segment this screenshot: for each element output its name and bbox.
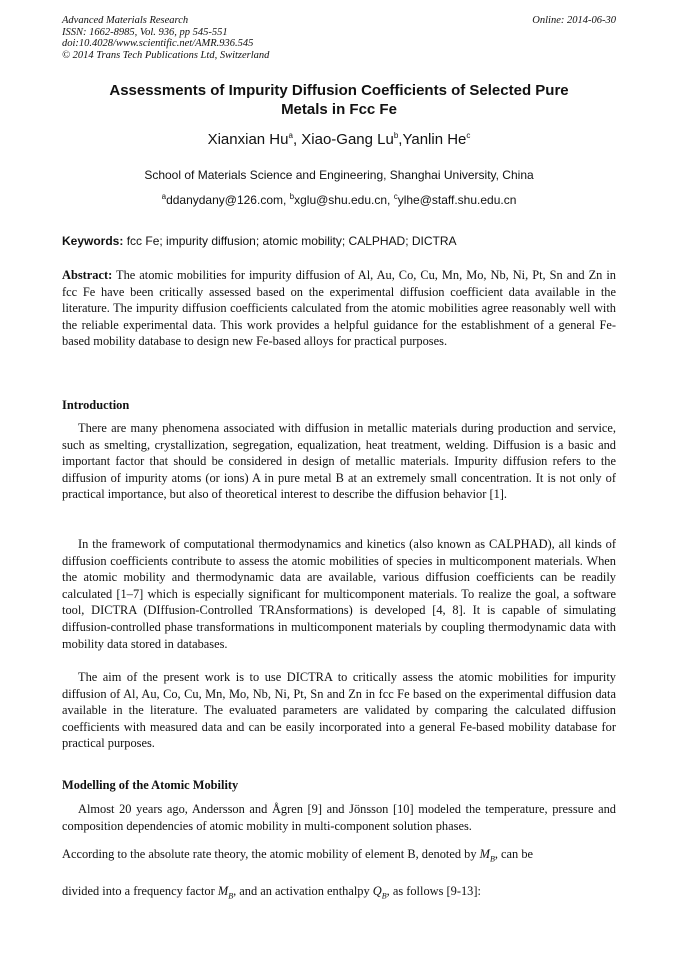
intro-paragraph-3: The aim of the present work is to use DICTRA to critically assess the atomic mobilities for impurity diffusion of Al, Au, Co, Cu, Mn, Mo, Nb, Ni, Pt, Sn and Zn in fcc Fe based on the experimental diffusion data available in the literature. The evaluated parameters are validated by comparing the calculated diffusion coefficients with measured data and can be easily incorporated into a general Fe-based mobility database for practical purposes. [62,670,616,751]
copyright-line: © 2014 Trans Tech Publications Ltd, Switzerland [62,49,270,61]
author-1: Xianxian Hu [207,131,289,148]
modelling-p3-text-c: , as follows [9-13]: [386,884,481,898]
email-3-mark: c [393,192,398,201]
email-2: xglu@shu.edu.cn, [294,193,394,207]
frequency-factor-symbol: M [217,884,229,898]
author-2-mark: b [393,131,399,140]
email-1-mark: a [161,192,167,201]
issn-line: ISSN: 1662-8985, Vol. 936, pp 545-551 [62,26,228,38]
enthalpy-subscript: B [381,891,387,901]
keywords-text: fcc Fe; impurity diffusion; atomic mobility; CALPHAD; DICTRA [123,234,457,248]
title-line-1: Assessments of Impurity Diffusion Coefficients of Selected Pure [109,82,569,99]
paper-title [62,81,616,119]
author-1-mark: a [288,131,293,140]
keywords [62,234,616,248]
journal-header [62,15,616,61]
author-2: , Xiao-Gang Lu [292,131,394,148]
abstract [62,267,616,350]
modelling-p2-text-b: , can be [494,847,534,861]
intro-paragraph-2: In the framework of computational thermodynamics and kinetics (also known as CALPHAD), all kinds of diffusion coefficients contribute to assess the atomic mobilities of species in multicomponent materials. When the atomic mobility and thermodynamic data are available, various diffusion coefficients can be readily calculated [1–7] which is especially significant for multicomponent materials. To realize the goal, a software tool, DICTRA (DIffusion-Controlled TRAnsformations) is developed [4, 8]. It is capable of simulating diffusion-controlled phase transformations in multicomponent materials by coupling thermodynamic data with mobility data stored in databases. [62,537,616,651]
email-list [62,193,616,207]
modelling-p2-text-a: According to the absolute rate theory, the atomic mobility of element B, denoted by [62,847,480,861]
author-3: ,Yanlin He [398,131,467,148]
enthalpy-symbol: Q [372,884,382,898]
modelling-p3-text-a: divided into a frequency factor [62,884,218,898]
title-line-2: Metals in Fcc Fe [281,101,397,118]
abstract-label: Abstract: [62,268,113,282]
mobility-symbol: M [479,847,490,861]
email-3: ylhe@staff.shu.edu.cn [397,193,517,207]
author-3-mark: c [466,131,471,140]
affiliation: School of Materials Science and Engineering, Shanghai University, China [144,168,534,182]
modelling-paragraph-2 [62,846,616,868]
abstract-text: The atomic mobilities for impurity diffusion of Al, Au, Co, Cu, Mn, Mo, Nb, Ni, Pt, Sn and Zn in fcc Fe have been critically assessed based on the experimental diffusion coefficient data available in the literature. The impurity diffusion coefficients calculated from the atomic mobilities agree reasonably well with the reliable experimental data. This work provides a helpful guidance for the establishment of a general Fe-based mobility database to design new Fe-based alloys for practical purposes. [62,268,616,349]
online-date: Online: 2014-06-30 [532,15,616,26]
modelling-paragraph-1: Almost 20 years ago, Andersson and Ågren [9] and Jönsson [10] modeled the temperature, pressure and composition dependencies of atomic mobility in multi-component solution phases. [62,802,616,833]
email-2-mark: b [289,192,295,201]
modelling-paragraph-3 [62,883,616,905]
frequency-factor-subscript: B [228,891,234,901]
intro-paragraph-1: There are many phenomena associated with diffusion in metallic materials during production and service, such as smelting, crystallization, segregation, equalization, heat treatment, welding. Diffusion is a basic and important factor that should be considered in design of metallic materials. Impurity diffusion refers to the diffusion of impurity atoms (or ions) A in pure metal B at an extremely small concentration. It is not only of practical importance, but also of theoretical interest to describe the diffusion behavior [1]. [62,421,616,502]
mobility-subscript: B [489,854,495,864]
author-list [62,131,616,148]
doi-line: doi:10.4028/www.scientific.net/AMR.936.545 [62,38,254,50]
email-1: ddanydany@126.com, [166,193,290,207]
modelling-p3-text-b: , and an activation enthalpy [233,884,373,898]
journal-name: Advanced Materials Research [62,15,189,26]
modelling-heading: Modelling of the Atomic Mobility [62,778,239,792]
introduction-heading: Introduction [62,398,130,412]
keywords-label: Keywords: [62,234,124,248]
